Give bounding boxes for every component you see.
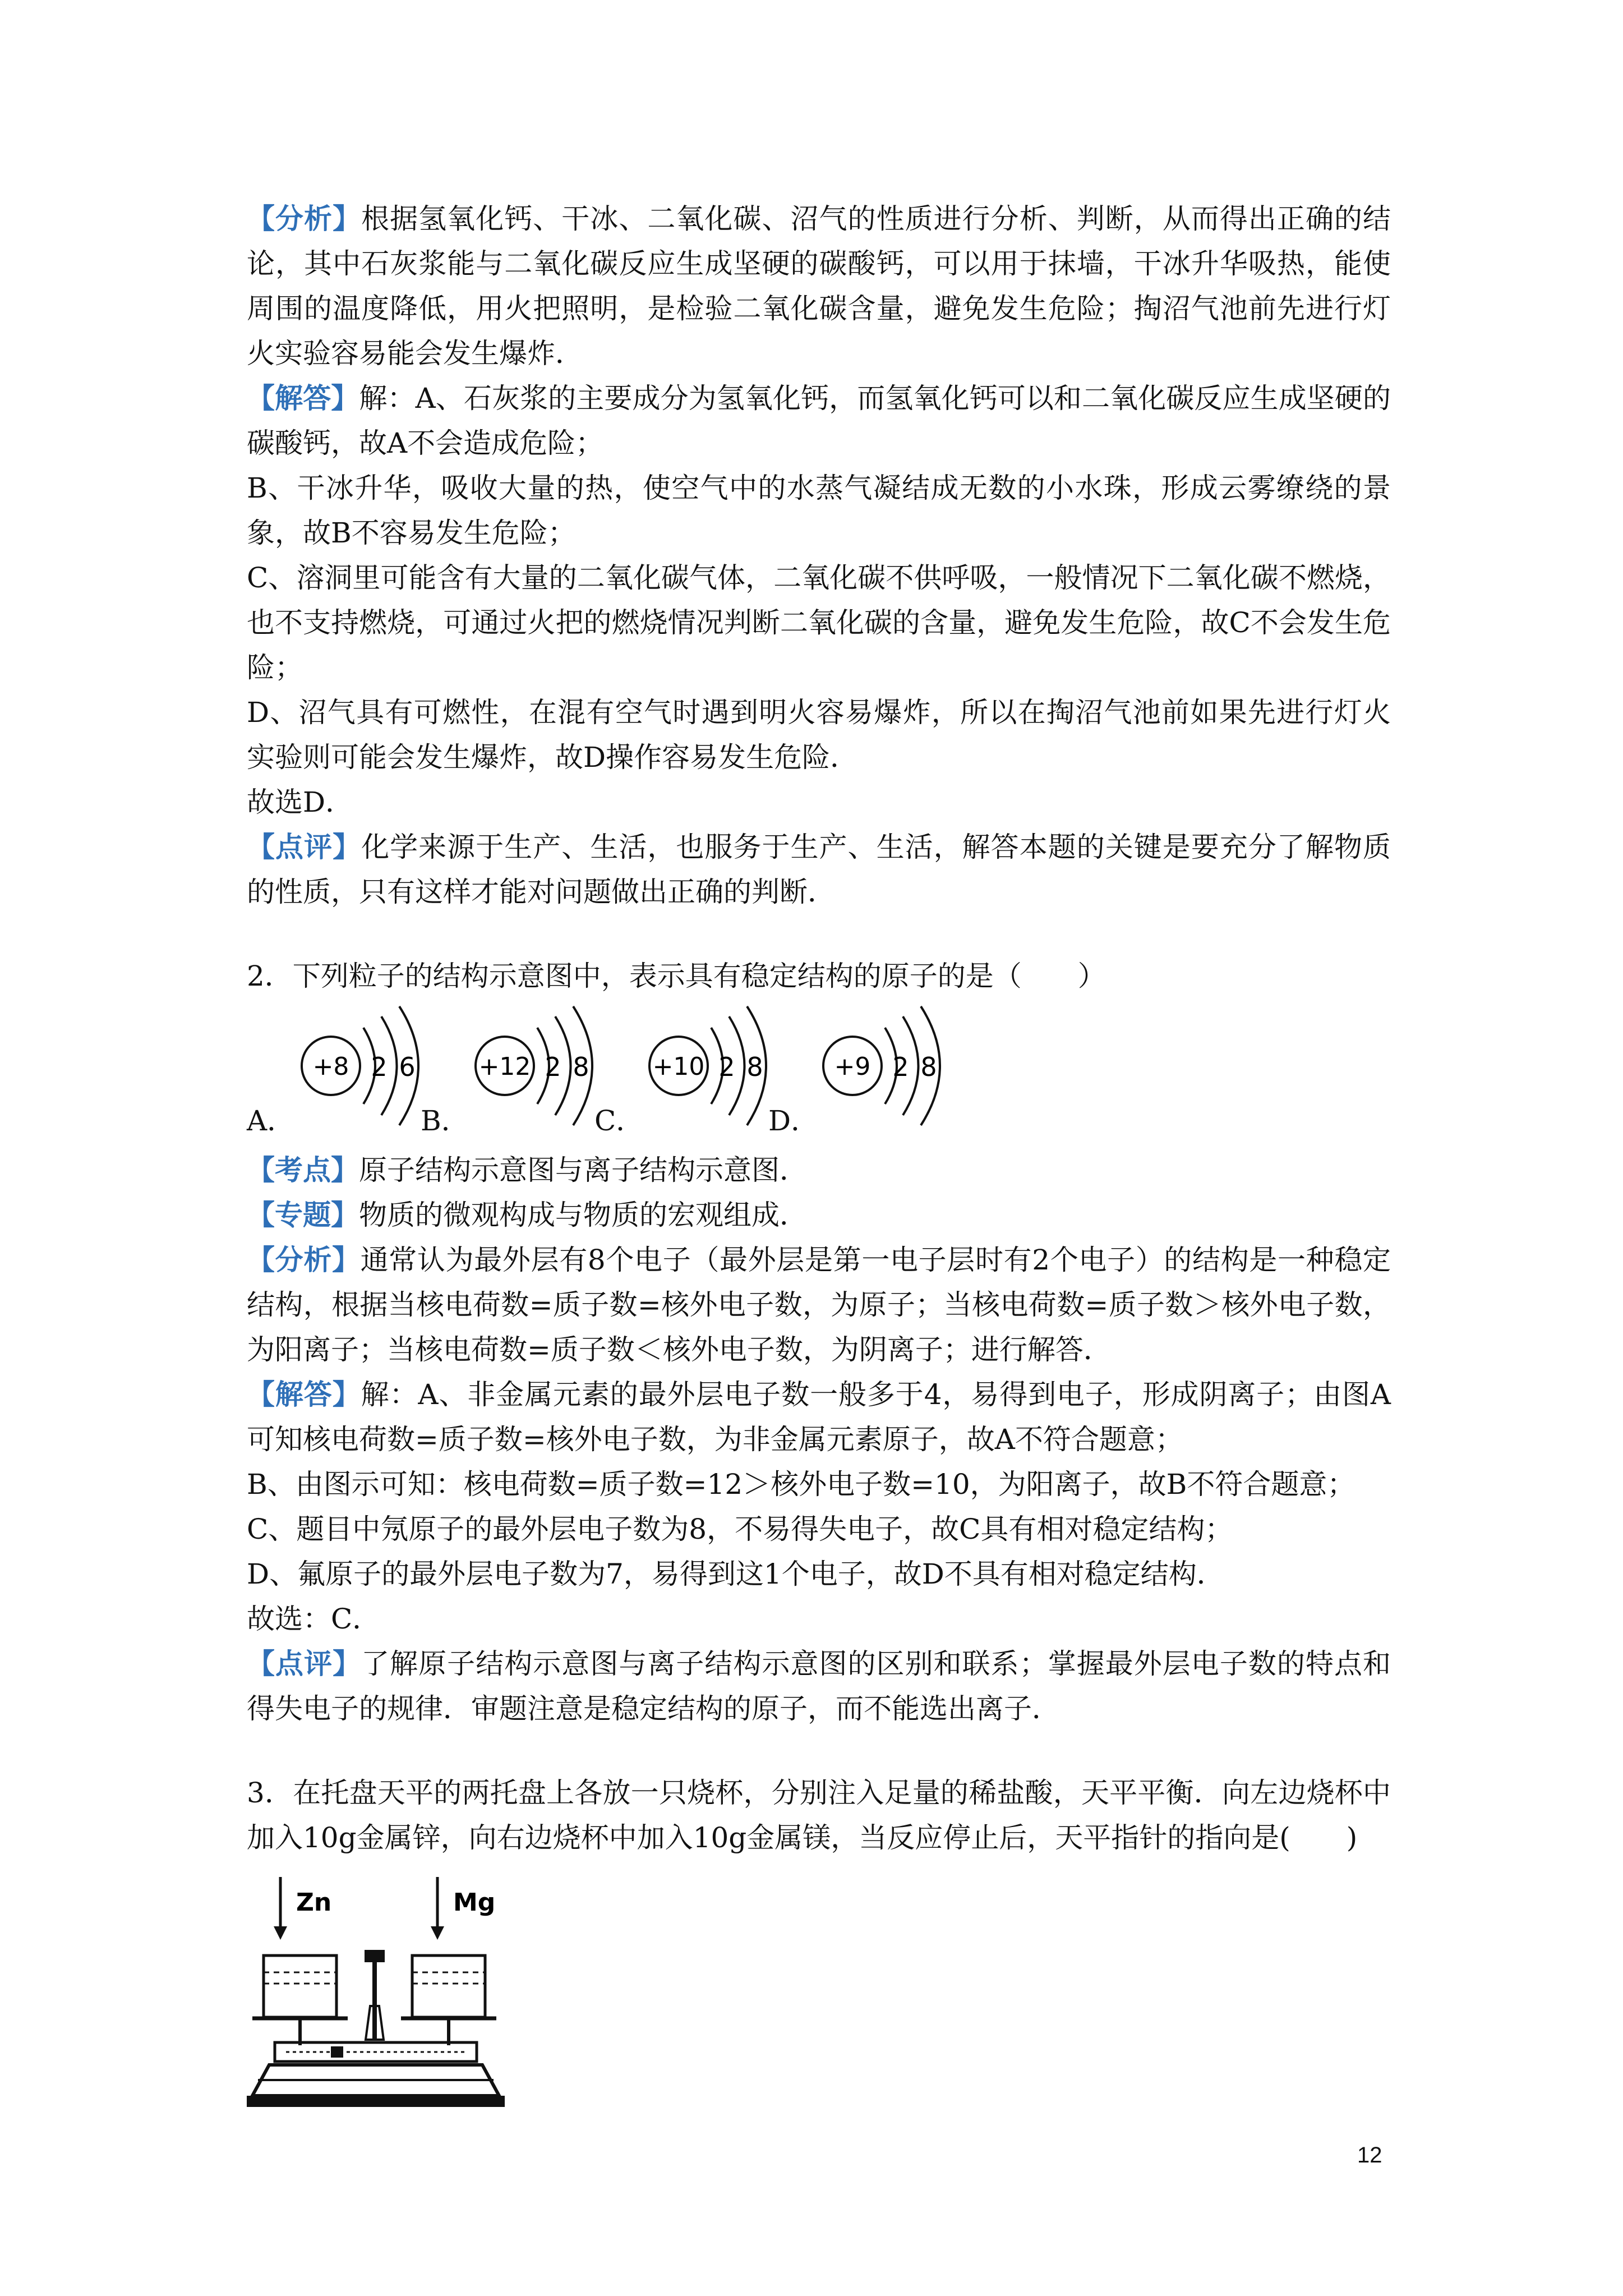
balance-figure — [247, 1871, 561, 2129]
arrow-head-icon — [274, 1926, 287, 1940]
q1-answer: 【解答】解：A、石灰浆的主要成分为氢氧化钙，而氢氧化钙可以和二氧化碳反应生成坚硬的碳酸钙，故A不会造成危险； — [247, 381, 1391, 459]
atom-diagram-d — [819, 1004, 965, 1139]
q2-answer-d: D、氟原子的最外层电子数为7，易得到这1个电子，故D不具有相对稳定结构． — [247, 1558, 1225, 1590]
comment-tag: 【点评】 — [247, 1647, 362, 1680]
q1-analysis: 【分析】根据氢氧化钙、干冰、二氧化碳、沼气的性质进行分析、判断，从而得出正确的结论，其中石灰浆能与二氧化碳反应生成坚硬的碳酸钙，可以用于抹墙，干冰升华吸热，能使周围的温度降低，用火把照明，是检验二氧化碳含量，避免发生危险；掏沼气池前先进行灯火实验容易能会发生爆炸． — [247, 202, 1391, 370]
nucleus-charge: +10 — [652, 1052, 705, 1081]
left-metal-label: Zn — [296, 1888, 332, 1917]
atom-option-d[interactable] — [768, 1004, 970, 1144]
q2-choice: 故选：C． — [247, 1603, 381, 1635]
left-beaker — [264, 1955, 336, 2017]
comment-tag: 【点评】 — [247, 830, 362, 863]
rider — [331, 2046, 343, 2058]
atom-option-c[interactable] — [594, 1004, 796, 1144]
spacer — [247, 1731, 1391, 1770]
q2-answer-c: C、题目中氖原子的最外层电子数为8，不易得失电子，故C具有相对稳定结构； — [247, 1513, 1233, 1545]
option-label: A． — [247, 1105, 296, 1137]
q2-topic: 【专题】物质的微观构成与物质的宏观组成． — [247, 1198, 808, 1231]
shell-electrons: 2 — [545, 1052, 561, 1082]
q1-choice: 故选D． — [247, 786, 354, 818]
balance-diagram — [247, 1871, 561, 2129]
point-tag: 【考点】 — [247, 1153, 359, 1186]
right-metal-label: Mg — [453, 1888, 496, 1917]
atom-option-b[interactable] — [421, 1004, 623, 1144]
q2-analysis: 【分析】通常认为最外层有8个电子（最外层是第一电子层时有2个电子）的结构是一种稳定结构，根据当核电荷数=质子数=核外电子数，为原子；当核电荷数=质子数＞核外电子数，为阳离子；当核电荷数=质子数＜核外电子数，为阴离子；进行解答． — [247, 1243, 1391, 1366]
q3-question: 3．在托盘天平的两托盘上各放一只烧杯，分别注入足量的稀盐酸，天平平衡．向左边烧杯中加入10g金属锌，向右边烧杯中加入10g金属镁，当反应停止后，天平指针的指向是( ) — [247, 1777, 1391, 1854]
q2-point: 【考点】原子结构示意图与离子结构示意图． — [247, 1153, 808, 1186]
topic-tag: 【专题】 — [247, 1198, 359, 1231]
nucleus-charge: +12 — [478, 1052, 531, 1081]
atom-diagrams — [247, 1004, 1391, 1144]
shell-electrons: 8 — [920, 1052, 937, 1082]
q1-answer-b: B、干冰升华，吸收大量的热，使空气中的水蒸气凝结成无数的小水珠，形成云雾缭绕的景象，故B不容易发生危险； — [247, 472, 1391, 549]
shell-electrons: 2 — [892, 1052, 909, 1082]
nucleus-charge: +8 — [312, 1052, 349, 1081]
right-beaker — [412, 1955, 485, 2017]
answer-tag: 【解答】 — [247, 1378, 361, 1411]
answer-tag: 【解答】 — [247, 381, 359, 415]
q2-answer: 【解答】解：A、非金属元素的最外层电子数一般多于4，易得到电子，形成阴离子；由图A可知核电荷数=质子数=核外电子数，为非金属元素原子，故A不符合题意； — [247, 1378, 1391, 1456]
nucleus-charge: +9 — [834, 1052, 871, 1081]
shell-electrons: 8 — [746, 1052, 763, 1082]
q1-answer-d: D、沼气具有可燃性，在混有空气时遇到明火容易爆炸，所以在掏沼气池前如果先进行灯火实验则可能会发生爆炸，故D操作容易发生危险． — [247, 696, 1391, 774]
q2-comment: 【点评】了解原子结构示意图与离子结构示意图的区别和联系；掌握最外层电子数的特点和得失电子的规律．审题注意是稳定结构的原子，而不能选出离子． — [247, 1647, 1391, 1725]
pointer-top — [365, 1950, 385, 1962]
option-label: D． — [768, 1105, 819, 1137]
analysis-tag: 【分析】 — [247, 1243, 361, 1276]
analysis-tag: 【分析】 — [247, 202, 362, 235]
q2-question: 2．下列粒子的结构示意图中，表示具有稳定结构的原子的是（ ） — [247, 960, 1106, 992]
shell-electrons: 8 — [573, 1052, 589, 1082]
q1-comment: 【点评】化学来源于生产、生活，也服务于生产、生活，解答本题的关键是要充分了解物质的性质，只有这样才能对问题做出正确的判断． — [247, 830, 1391, 908]
atom-option-a[interactable] — [247, 1004, 449, 1144]
option-label: B． — [421, 1105, 469, 1137]
shell-electrons: 6 — [399, 1052, 416, 1082]
base-foot — [247, 2096, 505, 2107]
page-number: 12 — [1357, 2143, 1382, 2168]
shell-electrons: 2 — [371, 1052, 388, 1082]
q2-answer-b: B、由图示可知：核电荷数=质子数=12＞核外电子数=10，为阳离子，故B不符合题意； — [247, 1468, 1355, 1501]
page-content — [247, 196, 1391, 2129]
shell-electrons: 2 — [718, 1052, 735, 1082]
q1-answer-c: C、溶洞里可能含有大量的二氧化碳气体，二氧化碳不供呼吸，一般情况下二氧化碳不燃烧，也不支持燃烧，可通过火把的燃烧情况判断二氧化碳的含量，避免发生危险，故C不会发生危险； — [247, 562, 1391, 684]
arrow-head-icon — [431, 1926, 444, 1940]
option-label: C． — [594, 1105, 644, 1137]
spacer — [247, 914, 1391, 954]
